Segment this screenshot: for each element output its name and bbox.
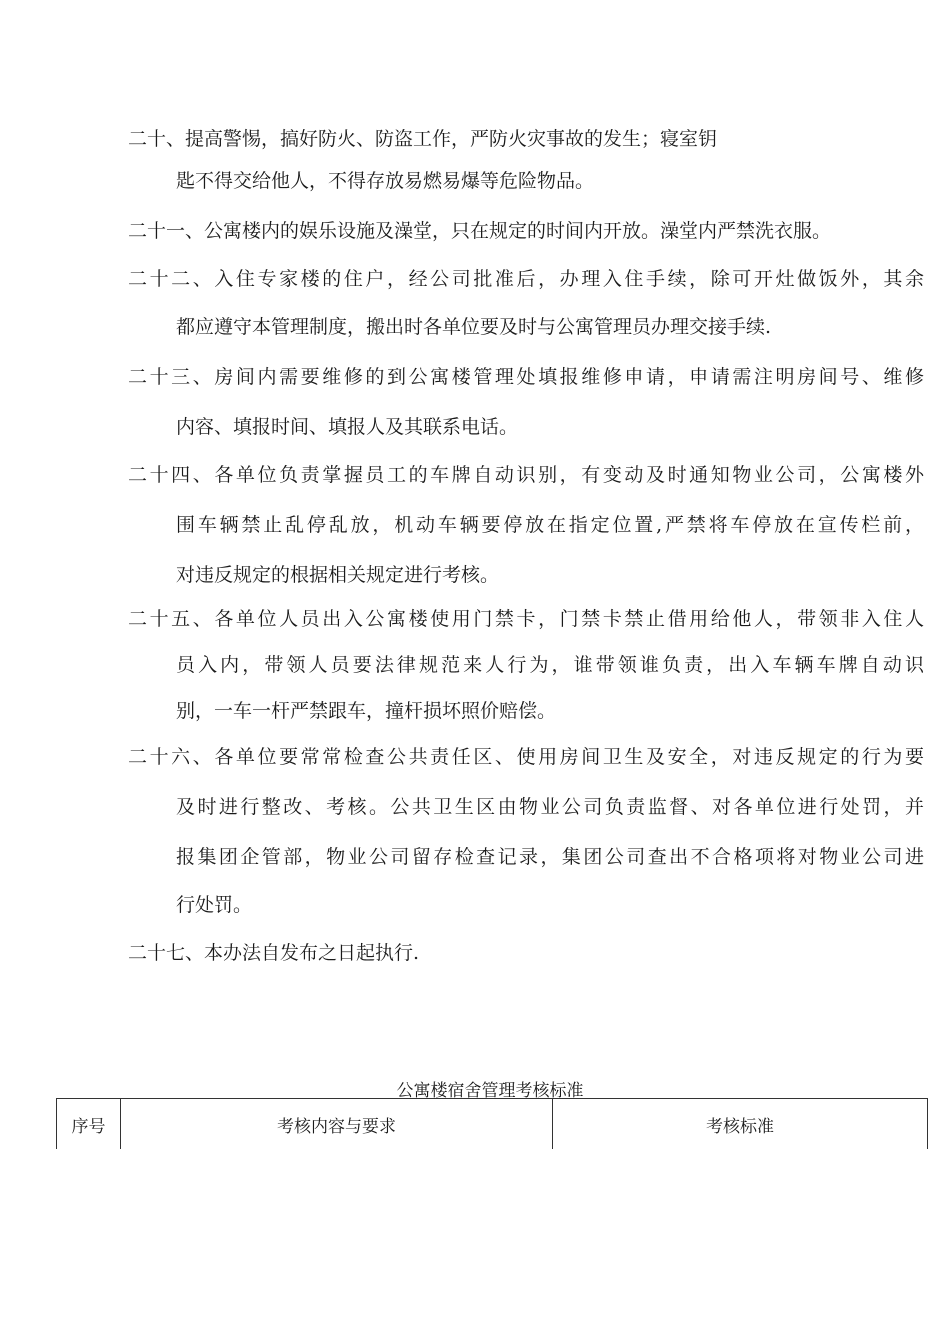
- clause-line: 二十二、入住专家楼的住户，经公司批准后，办理入住手续，除可开灶做饭外，其余: [128, 268, 924, 290]
- clause-line: 对违反规定的根据相关规定进行考核。: [176, 564, 500, 586]
- table-header-standard: 考核标准: [553, 1099, 928, 1149]
- clause-line: 围车辆禁止乱停乱放，机动车辆要停放在指定位置,严禁将车停放在宣传栏前，: [176, 514, 924, 536]
- clause-line: 二十六、各单位要常常检查公共责任区、使用房间卫生及安全，对违反规定的行为要: [128, 746, 924, 768]
- clause-line: 及时进行整改、考核。公共卫生区由物业公司负责监督、对各单位进行处罚，并: [176, 796, 924, 818]
- clause-line: 报集团企管部，物业公司留存检查记录，集团公司查出不合格项将对物业公司进: [176, 846, 924, 868]
- clause-line: 行处罚。: [176, 894, 253, 916]
- table-header-content: 考核内容与要求: [121, 1099, 553, 1149]
- clause-line: 匙不得交给他人，不得存放易燃易爆等危险物品。: [176, 170, 595, 192]
- clause-line: 二十七、本办法自发布之日起执行.: [128, 942, 420, 964]
- clause-line: 二十四、各单位负责掌握员工的车牌自动识别，有变动及时通知物业公司，公寓楼外: [128, 464, 924, 486]
- clause-line: 内容、填报时间、填报人及其联系电话。: [176, 416, 519, 438]
- assessment-table: [56, 1098, 928, 1149]
- clause-line: 二十五、各单位人员出入公寓楼使用门禁卡，门禁卡禁止借用给他人，带领非入住人: [128, 608, 924, 630]
- clause-line: 员入内，带领人员要法律规范来人行为，谁带领谁负责，出入车辆车牌自动识: [176, 654, 924, 676]
- clause-line: 二十三、房间内需要维修的到公寓楼管理处填报维修申请，申请需注明房间号、维修: [128, 366, 924, 388]
- table-header-seq: 序号: [56, 1099, 121, 1149]
- clause-line: 别，一车一杆严禁跟车，撞杆损坏照价赔偿。: [176, 700, 557, 722]
- clause-line: 二十一、公寓楼内的娱乐设施及澡堂，只在规定的时间内开放。澡堂内严禁洗衣服。: [128, 220, 832, 242]
- clause-line: 二十、提高警惕，搞好防火、防盗工作，严防火灾事故的发生；寝室钥: [128, 128, 718, 150]
- clause-line: 都应遵守本管理制度，搬出时各单位要及时与公寓管理员办理交接手续.: [176, 316, 772, 338]
- table-title: 公寓楼宿舍管理考核标准: [396, 1081, 584, 1101]
